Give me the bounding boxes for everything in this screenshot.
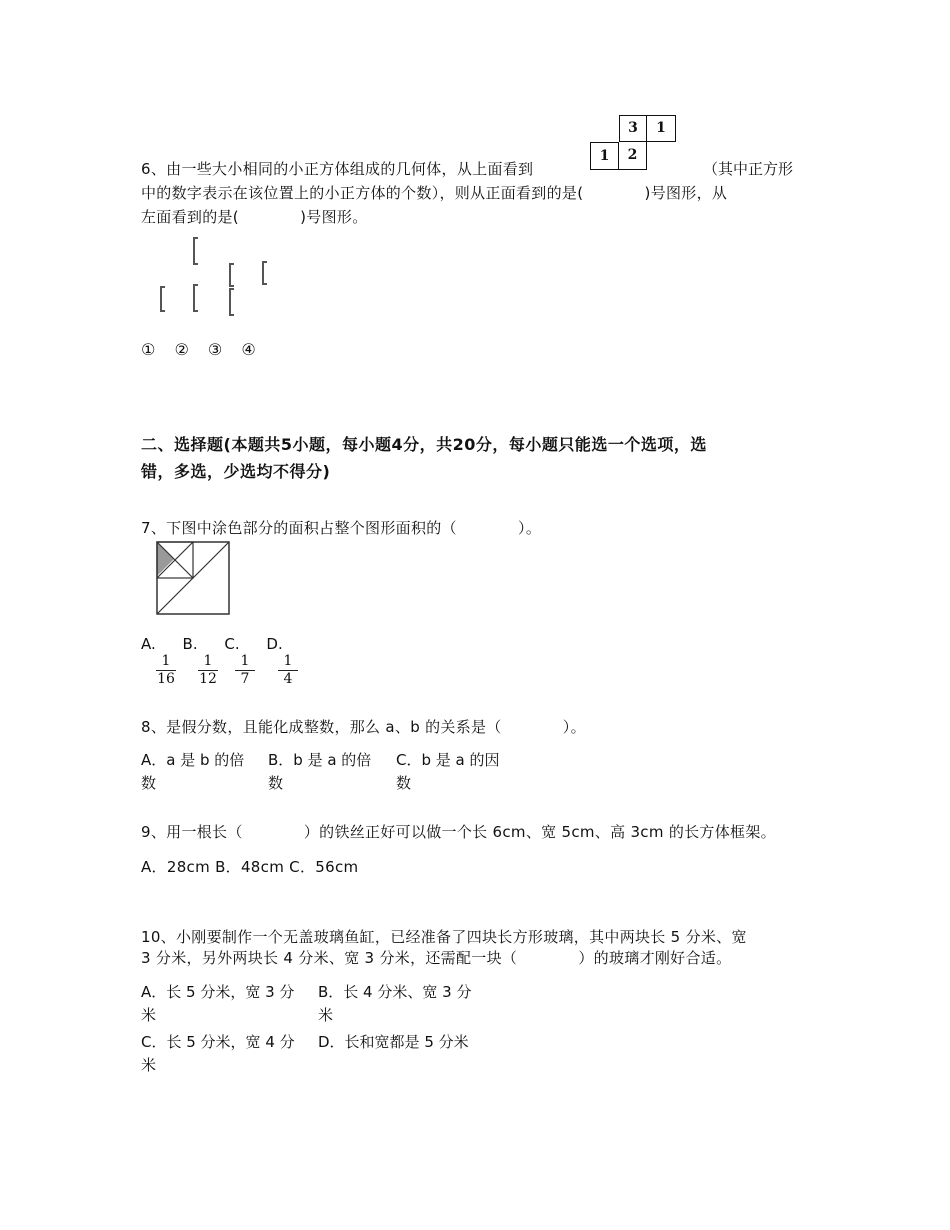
section-heading-line1: 二、选择题(本题共5小题，每小题4分，共20分，每小题只能选一个选项，选 xyxy=(141,435,707,454)
label-a: A. xyxy=(141,635,156,653)
grid-cell: 1 xyxy=(590,142,619,170)
q10-line1: 10、小刚要制作一个无盖玻璃鱼缸，已经准备了四块长方形玻璃，其中两块长 5 分米、宽 xyxy=(141,928,747,946)
q7-text: 7、下图中涂色部分的面积占整个图形面积的（ ）。 xyxy=(141,519,542,537)
q10-line2: 3 分米，另外两块长 4 分米、宽 3 分米，还需配一块（ ）的玻璃才刚好合适。 xyxy=(141,949,732,967)
q6-options xyxy=(141,340,256,359)
fraction-a: 1 16 xyxy=(157,653,175,687)
label-b: B. xyxy=(182,635,198,653)
q7-figure xyxy=(156,540,232,616)
grid-cell: 1 xyxy=(647,115,676,142)
grid-cell: 3 xyxy=(619,115,647,142)
figure-1 xyxy=(160,286,165,312)
label-c: C. xyxy=(224,635,240,653)
option-4: ④ xyxy=(241,340,256,359)
figure-3-bottom xyxy=(229,288,234,316)
q8-option-c: C．b 是 a 的因数 xyxy=(396,751,500,792)
q8-text: 8、是假分数，且能化成整数，那么 a、b 的关系是（ ）。 xyxy=(141,718,586,736)
fraction-c: 1 7 xyxy=(233,654,257,687)
figure-3-top xyxy=(229,263,234,287)
q8-option-b: B．b 是 a 的倍数 xyxy=(268,751,372,792)
option-3: ③ xyxy=(207,340,223,359)
q7-labels xyxy=(141,635,283,653)
fraction-b: 1 12 xyxy=(199,653,217,687)
section-heading-line2: 错，多选，少选均不得分) xyxy=(141,462,331,481)
q6-line1: 6、由一些大小相同的小正方体组成的几何体，从上面看到 xyxy=(141,160,534,178)
top-view-grid xyxy=(590,115,680,173)
q10-option-c: C．长 5 分米，宽 4 分米 xyxy=(141,1033,295,1074)
option-1: ① xyxy=(141,340,156,359)
grid-cell: 2 xyxy=(619,142,647,170)
figure-4 xyxy=(262,261,267,285)
shaded-triangle xyxy=(157,542,174,576)
q8-option-a: A．a 是 b 的倍数 xyxy=(141,751,245,792)
q10-option-a: A．长 5 分米，宽 3 分米 xyxy=(141,983,295,1024)
q6-line1-tail: （其中正方形 xyxy=(703,160,794,178)
q9-options: A．28cm B．48cm C．56cm xyxy=(141,858,359,876)
q10-option-d: D．长和宽都是 5 分米 xyxy=(318,1033,469,1051)
q9-text: 9、用一根长（ ）的铁丝正好可以做一个长 6cm、宽 5cm、高 3cm 的长方体框架。 xyxy=(141,823,776,841)
figure-2-bottom xyxy=(193,284,198,312)
figure-2-top xyxy=(193,237,198,265)
q6-line3: 左面看到的是( )号图形。 xyxy=(141,208,368,226)
option-2: ② xyxy=(174,340,189,359)
q6-line2: 中的数字表示在该位置上的小正方体的个数），则从正面看到的是( )号图形，从 xyxy=(141,184,728,202)
q10-option-b: B．长 4 分米、宽 3 分米 xyxy=(318,983,472,1024)
fraction-d: 1 4 xyxy=(276,654,300,687)
label-d: D. xyxy=(266,635,283,653)
